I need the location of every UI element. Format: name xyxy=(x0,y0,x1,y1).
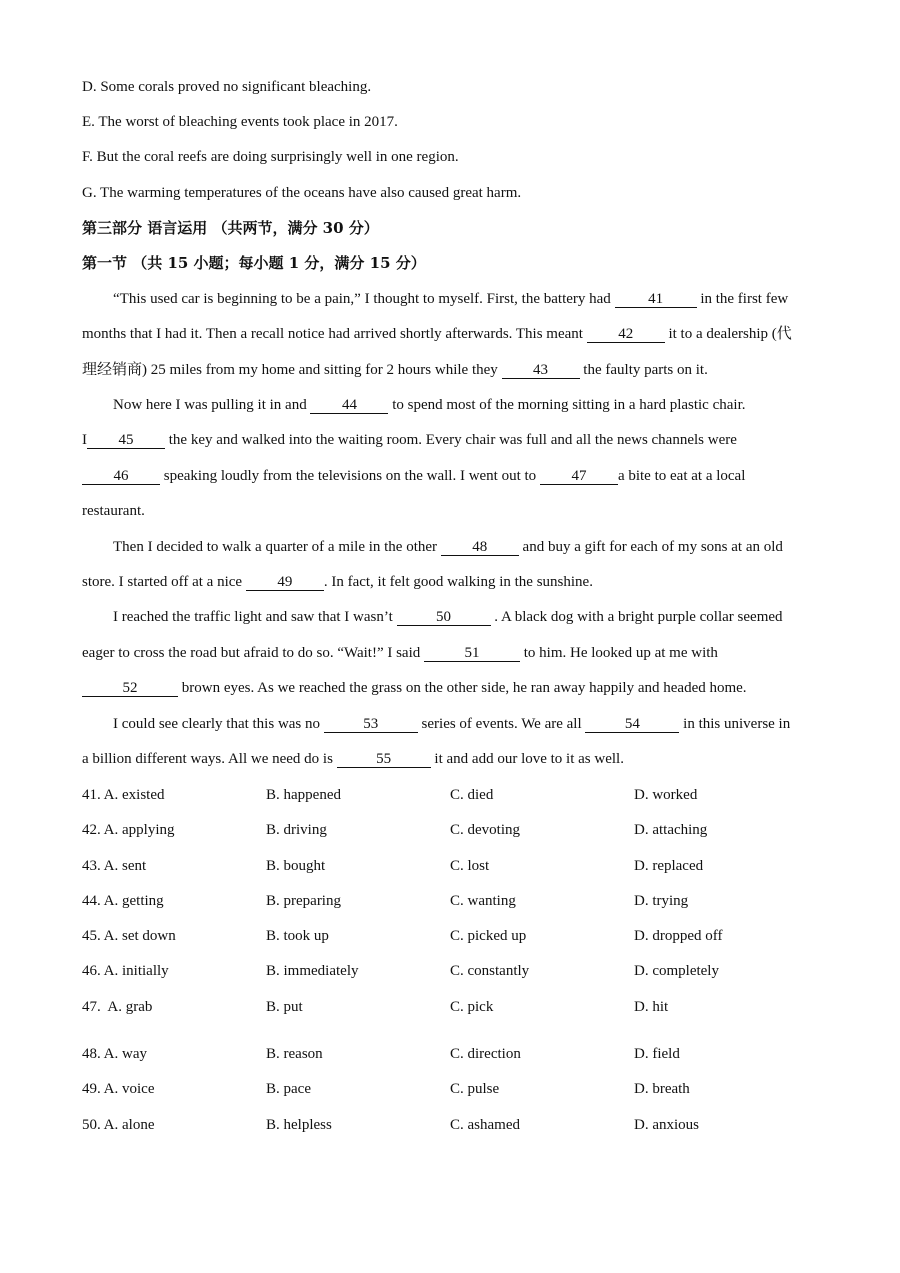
option-b: B. reason xyxy=(266,1046,323,1062)
blank-54: 54 xyxy=(585,716,679,733)
option-a: 41. A. existed xyxy=(82,787,165,803)
question-row xyxy=(0,820,900,840)
option-c: C. constantly xyxy=(450,963,530,979)
option-d: D. attaching xyxy=(634,822,708,838)
passage-text: store. I started off at a nice xyxy=(82,574,246,590)
option-a: 49. A. voice xyxy=(82,1081,155,1097)
option-c: C. devoting xyxy=(450,822,520,838)
option-a: 46. A. initially xyxy=(82,963,169,979)
option-a: 50. A. alone xyxy=(82,1117,155,1133)
blank-45: 45 xyxy=(87,432,165,449)
option-c: C. pick xyxy=(450,999,494,1015)
passage-text: Now here I was pulling it in and xyxy=(113,397,311,413)
question-row xyxy=(0,997,900,1017)
option-b: B. took up xyxy=(266,928,329,944)
blank-55: 55 xyxy=(337,751,431,768)
passage-text: . In fact, it felt good walking in the sunshine. xyxy=(323,574,593,590)
blank-42: 42 xyxy=(587,326,665,343)
option-d: D. replaced xyxy=(634,858,704,874)
passage-text: series of events. We are all xyxy=(417,716,586,732)
passage-text: it and add our love to it as well. xyxy=(430,751,624,767)
question-row xyxy=(0,1044,900,1064)
blank-44: 44 xyxy=(310,397,388,414)
passage-text: I could see clearly that this was no xyxy=(113,716,324,732)
blank-50: 50 xyxy=(397,609,491,626)
option-a: 45. A. set down xyxy=(82,928,176,944)
blank-49: 49 xyxy=(246,574,324,591)
passage-line xyxy=(82,324,792,344)
passage-line xyxy=(113,537,783,557)
question-row xyxy=(0,856,900,876)
passage-text: I reached the traffic light and saw that I wasn’t xyxy=(113,609,397,625)
blank-51: 51 xyxy=(424,645,520,662)
blank-53: 53 xyxy=(324,716,418,733)
option-b: B. put xyxy=(266,999,303,1015)
passage-line xyxy=(113,714,790,734)
option-b: B. happened xyxy=(266,787,341,803)
option-a: 43. A. sent xyxy=(82,858,147,874)
passage-text: in the first few xyxy=(696,291,789,307)
passage-text: months that I had it. Then a recall notice had arrived shortly afterwards. This meant xyxy=(82,326,587,342)
passage-text: to spend most of the morning sitting in a hard plastic chair. xyxy=(388,397,746,413)
option-a: 44. A. getting xyxy=(82,893,164,909)
option-d: D. completely xyxy=(634,963,719,979)
option-a: 48. A. way xyxy=(82,1046,147,1062)
option-c: C. direction xyxy=(450,1046,521,1062)
passage-line xyxy=(82,643,718,663)
passage-text: a bite to eat at a local xyxy=(617,468,746,484)
passage-text: it to a dealership (代 xyxy=(664,326,792,342)
option-a: 42. A. applying xyxy=(82,822,175,838)
blank-46: 46 xyxy=(82,468,160,485)
option-d: D. hit xyxy=(634,999,669,1015)
passage-line xyxy=(82,466,745,486)
prior-option-d: D. Some corals proved no significant bleaching. xyxy=(82,79,372,95)
option-d: D. anxious xyxy=(634,1117,699,1133)
question-row xyxy=(0,1079,900,1099)
option-c: C. picked up xyxy=(450,928,527,944)
passage-text: . A black dog with a bright purple collar seemed xyxy=(490,609,783,625)
passage-line xyxy=(82,678,747,698)
passage-line xyxy=(82,360,708,380)
option-d: D. breath xyxy=(634,1081,690,1097)
passage-text: brown eyes. As we reached the grass on the other side, he ran away happily and headed home. xyxy=(178,680,747,696)
option-b: B. pace xyxy=(266,1081,311,1097)
passage-text: Then I decided to walk a quarter of a mile in the other xyxy=(113,539,441,555)
option-b: B. preparing xyxy=(266,893,341,909)
blank-47: 47 xyxy=(540,468,618,485)
subsection-heading: 第一节 （共 15 小题；每小题 1 分，满分 15 分） xyxy=(82,254,426,272)
section-heading: 第三部分 语言运用 （共两节，满分 30 分） xyxy=(82,219,379,237)
passage-text: restaurant. xyxy=(82,503,145,519)
question-row xyxy=(0,785,900,805)
option-b: B. bought xyxy=(266,858,326,874)
option-c: C. ashamed xyxy=(450,1117,520,1133)
question-row xyxy=(0,961,900,981)
passage-line xyxy=(82,501,145,521)
passage-text: and buy a gift for each of my sons at an old xyxy=(518,539,783,555)
passage-text: I xyxy=(82,432,87,448)
passage-text: a billion different ways. All we need do is xyxy=(82,751,337,767)
option-c: C. wanting xyxy=(450,893,516,909)
question-row xyxy=(0,926,900,946)
option-d: D. worked xyxy=(634,787,698,803)
option-c: C. lost xyxy=(450,858,490,874)
question-row xyxy=(0,1115,900,1135)
passage-line xyxy=(82,430,737,450)
option-b: B. driving xyxy=(266,822,327,838)
prior-option-g: G. The warming temperatures of the oceans have also caused great harm. xyxy=(82,185,522,201)
passage-text: speaking loudly from the televisions on the wall. I went out to xyxy=(160,468,540,484)
passage-line xyxy=(113,395,746,415)
blank-41: 41 xyxy=(615,291,697,308)
passage-line xyxy=(82,749,624,769)
passage-text: the key and walked into the waiting room. Every chair was full and all the news channels were xyxy=(165,432,737,448)
option-b: B. helpless xyxy=(266,1117,332,1133)
question-row xyxy=(0,891,900,911)
option-d: D. trying xyxy=(634,893,689,909)
passage-line xyxy=(113,607,783,627)
passage-text: “This used car is beginning to be a pain,” I thought to myself. First, the battery had xyxy=(113,291,615,307)
option-a: 47. A. grab xyxy=(82,999,153,1015)
option-c: C. died xyxy=(450,787,494,803)
option-d: D. dropped off xyxy=(634,928,723,944)
prior-option-e: E. The worst of bleaching events took place in 2017. xyxy=(82,114,398,130)
passage-text: the faulty parts on it. xyxy=(579,362,708,378)
passage-text: to him. He looked up at me with xyxy=(520,645,718,661)
blank-52: 52 xyxy=(82,680,178,697)
passage-line xyxy=(113,289,788,309)
option-b: B. immediately xyxy=(266,963,359,979)
prior-option-f: F. But the coral reefs are doing surprisingly well in one region. xyxy=(82,149,459,165)
option-c: C. pulse xyxy=(450,1081,500,1097)
blank-48: 48 xyxy=(441,539,519,556)
passage-text: 理经销商) 25 miles from my home and sitting for 2 hours while they xyxy=(82,362,502,378)
option-d: D. field xyxy=(634,1046,680,1062)
passage-text: eager to cross the road but afraid to do so. “Wait!” I said xyxy=(82,645,425,661)
passage-line xyxy=(82,572,593,592)
blank-43: 43 xyxy=(502,362,580,379)
passage-text: in this universe in xyxy=(679,716,791,732)
